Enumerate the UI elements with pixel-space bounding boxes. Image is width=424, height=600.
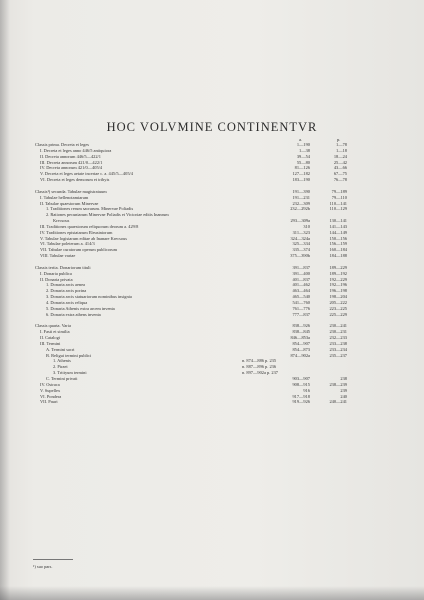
toc-entry-numbers: 1—190 [296, 142, 310, 147]
page-bottom-shadow [0, 586, 424, 600]
toc-entry-numbers: 191—390 [292, 188, 310, 194]
toc-entry-numbers: 191—231 [292, 194, 310, 200]
toc-entry-numbers: 874—902a [290, 352, 310, 358]
toc-entry-numbers: 310 [303, 223, 310, 229]
toc-entry-numbers: 777—837 [292, 311, 310, 317]
toc-entry-text: IV. Decreta annorum 421/0—405/4 [40, 165, 103, 171]
toc-entry-text: VI. Pondera [40, 393, 62, 399]
toc-entry-pages: 238—239 [329, 381, 347, 387]
toc-entry-text: VI. Tabulae poleterum a. 414/3 [40, 241, 95, 247]
toc-entry-numbers: 854—907 [292, 340, 310, 346]
toc-entry-text: 3. Donaria arcis statuariorum nominibus insignia [46, 294, 132, 300]
toc-entry-text: Krecsous [53, 218, 70, 224]
column-head-a: a. [299, 137, 303, 142]
toc-entry-text: I. Fasti et similia [40, 329, 70, 335]
toc-entry-numbers: 917—918 [292, 393, 310, 399]
toc-entry-numbers: 854—873 [292, 346, 310, 352]
toc-entry-numbers: 311—323 [292, 229, 310, 235]
toc-entry-text: 1. Donaria arcis aenea [46, 282, 86, 288]
toc-entry-text: 4. Donaria arcis reliqua [46, 299, 88, 305]
toc-entry-text: VII. Tabulae curatorum operum publicorum [40, 247, 118, 253]
toc-entry-pages: 67—75 [333, 171, 347, 177]
toc-entry-pages: 189—229 [329, 264, 347, 270]
toc-entry-text: 2. Donaria arcis porina [46, 288, 87, 294]
toc-entry-pages: 79—189 [331, 188, 347, 194]
toc-entry-numbers: 401—462 [292, 282, 310, 288]
toc-entry-text: 2. Rationes pecuniarum Minervae Poliadis et Victoriae editis Inanrum [46, 212, 169, 218]
toc-entry-numbers: 908—915 [292, 381, 310, 387]
toc-entry-numbers: 293—309a [290, 218, 310, 224]
toc-entry-pages: 205—222 [329, 299, 347, 305]
toc-entry-pages: 184—188 [329, 253, 347, 259]
toc-entry-note: n. 874—886 p. 235 [242, 358, 277, 364]
toc-entry-numbers: 465—540 [292, 294, 310, 300]
toc-entry-text: Classis quarta. Varia [35, 323, 71, 329]
toc-entry-pages: 230—231 [329, 329, 347, 335]
toc-entry-text: 6. Donaria extra athens inventa [46, 311, 101, 317]
toc-entry-text: IV. Traditiones epistatarum Eleusiniorum [40, 229, 113, 235]
toc-entry-text: B. Religui termini publici [46, 352, 92, 358]
toc-entry-pages: 79—110 [331, 194, 347, 200]
toc-entry-text: IV. Ostraca [40, 381, 60, 387]
toc-entry-numbers: 375—390b [290, 253, 310, 259]
toc-entry-numbers: 401—837 [292, 276, 310, 282]
toc-entry-text: 1. Athenis [53, 358, 71, 364]
toc-entry-numbers: 127—182 [292, 171, 310, 177]
toc-entry-text: 5. Donaria Athenis extra arcem inventa [46, 305, 115, 311]
toc-entry-numbers: 232—292b [290, 206, 310, 212]
toc-entry-text: Classis prima. Decreta et leges [35, 142, 90, 147]
toc-row [0, 399, 424, 405]
toc-entry-text: II. Donaria privata [40, 276, 73, 282]
toc-entry-pages: 233—234 [329, 346, 347, 352]
toc-entry-pages: 198—204 [329, 294, 347, 300]
toc-entry-numbers: 81—126 [294, 165, 310, 171]
toc-entry-text: V. Tabulae logistarum editae ab Inanare Krecsous [40, 235, 127, 241]
toc-entry-text: 2. Piraei [53, 364, 68, 370]
toc-entry-numbers: 463—464 [292, 288, 310, 294]
toc-entry-pages: 156—159 [329, 241, 347, 247]
toc-entry-pages: 160—184 [329, 247, 347, 253]
toc-entry-numbers: 55—80 [296, 159, 310, 165]
toc-entry-text: II. Catalogi [40, 335, 60, 341]
toc-entry-numbers: 232—309 [292, 200, 310, 206]
toc-entry-numbers: 916 [303, 387, 310, 393]
toc-entry-pages: 43—66 [333, 165, 347, 171]
toc-entry-text: V. Decreta et leges aetate incertae c. a. 445/5—405/4 [40, 171, 133, 177]
toc-entry-numbers: 846—853a [290, 335, 310, 341]
toc-entry-pages: 1—78 [336, 142, 347, 147]
toc-entry-numbers: 39—54 [296, 153, 310, 159]
toc-entry-pages: 144—149 [329, 229, 347, 235]
toc-entry-pages: 192—196 [329, 282, 347, 288]
toc-entry-text: II. Tabulae quaestorum Minervae [40, 200, 99, 206]
toc-entry-text: C. Termini privati [46, 376, 78, 381]
toc-entry-pages: 192—229 [329, 276, 347, 282]
toc-entry-numbers: 919—926 [292, 399, 310, 405]
toc-entry-text: Classis¹) secunda. Tabulae magistratuum [35, 188, 107, 194]
toc-entry-pages: 240—241 [329, 399, 347, 405]
toc-entry-numbers: 391—837 [292, 264, 310, 270]
toc-entry-pages: 230—241 [329, 323, 347, 329]
toc-entry-text: V. Supellex [40, 387, 61, 393]
toc-entry-numbers: 838—845 [292, 329, 310, 335]
toc-entry-text: VII. Pauri [40, 399, 58, 405]
toc-entry-numbers: 761—776 [292, 305, 310, 311]
toc-entry-pages: 223—225 [329, 305, 347, 311]
toc-entry-pages: 233—238 [329, 340, 347, 346]
toc-entry-pages: 235—237 [329, 352, 347, 358]
toc-entry-text: A. Termini sacri [46, 346, 75, 352]
toc-entry-text: Classis tertia. Donariorum tituli [35, 264, 91, 270]
toc-entry-numbers: 903—907 [292, 376, 310, 381]
toc-entry-pages: 225—229 [329, 311, 347, 317]
toc-entry-pages: 238 [340, 376, 347, 381]
footnote: ¹) suo pars. [33, 564, 53, 569]
toc-entry-numbers: 324—324a [290, 235, 310, 241]
footnote-rule [33, 559, 73, 560]
toc-entry-numbers: 838—926 [292, 323, 310, 329]
toc-entry-numbers: 335—374 [292, 247, 310, 253]
toc-entry-pages: 150—156 [329, 235, 347, 241]
toc-entry-text: I. Tabulae hellenotamiarum [40, 194, 89, 200]
toc-entry-pages: 240 [340, 393, 347, 399]
toc-entry-pages: 189—192 [329, 270, 347, 276]
toc-entry-pages: 141—143 [329, 223, 347, 229]
toc-entry-pages: 18—24 [333, 153, 347, 159]
toc-entry-text: VIII. Tabulae variae [40, 253, 76, 259]
toc-entry-pages: 25—42 [333, 159, 347, 165]
toc-entry-text: I. Donaria publica [40, 270, 72, 276]
toc-entry-pages: 196—198 [329, 288, 347, 294]
toc-entry-pages: 239 [340, 387, 347, 393]
toc-entry-text: II. Decreta annorum 446/5—422/1 [40, 153, 101, 159]
toc-entry-pages: 1—18 [336, 147, 347, 153]
column-head-p: p. [337, 137, 341, 142]
toc-entry-pages: 232—233 [329, 335, 347, 341]
toc-entry-pages: 76—78 [333, 177, 347, 183]
toc-entry-text: III. Traditiones quaestorum reliquorum deorum a. 429/8 [40, 223, 139, 229]
toc-entry-text: 3. Trittyum termini [53, 370, 87, 376]
toc-entry-note: n. 887—896 p. 236 [242, 364, 277, 370]
toc-entry-numbers: 325—334 [292, 241, 310, 247]
toc-entry-text: III. Decreta annorum 421/0—422/1 [40, 159, 103, 165]
page-title: HOC VOLVMINE CONTINENTVR [106, 120, 318, 134]
toc-entry-text: I. Decreta et leges anno 446/5 antiquiora [40, 147, 112, 153]
toc-entry-pages: 110—141 [329, 200, 347, 206]
toc-entry-numbers: 1—38 [299, 147, 310, 153]
toc-entry-pages: 130—141 [329, 218, 347, 224]
toc-entry-note: n. 897—902a p. 237 [242, 370, 278, 376]
toc-entry-numbers: 183—190 [292, 177, 310, 183]
toc-entry-numbers: 391—400 [292, 270, 310, 276]
toc-entry-numbers: 541—760 [292, 299, 310, 305]
toc-entry-text: III. Termini [40, 340, 61, 346]
toc-entry-pages: 110—129 [329, 206, 347, 212]
toc-entry-text: VI. Decreta et leges demorum et tribyis [40, 177, 110, 183]
toc-entry-text: 1. Traditiones rerum sacrarum. Minervae Poliadis [46, 206, 134, 212]
